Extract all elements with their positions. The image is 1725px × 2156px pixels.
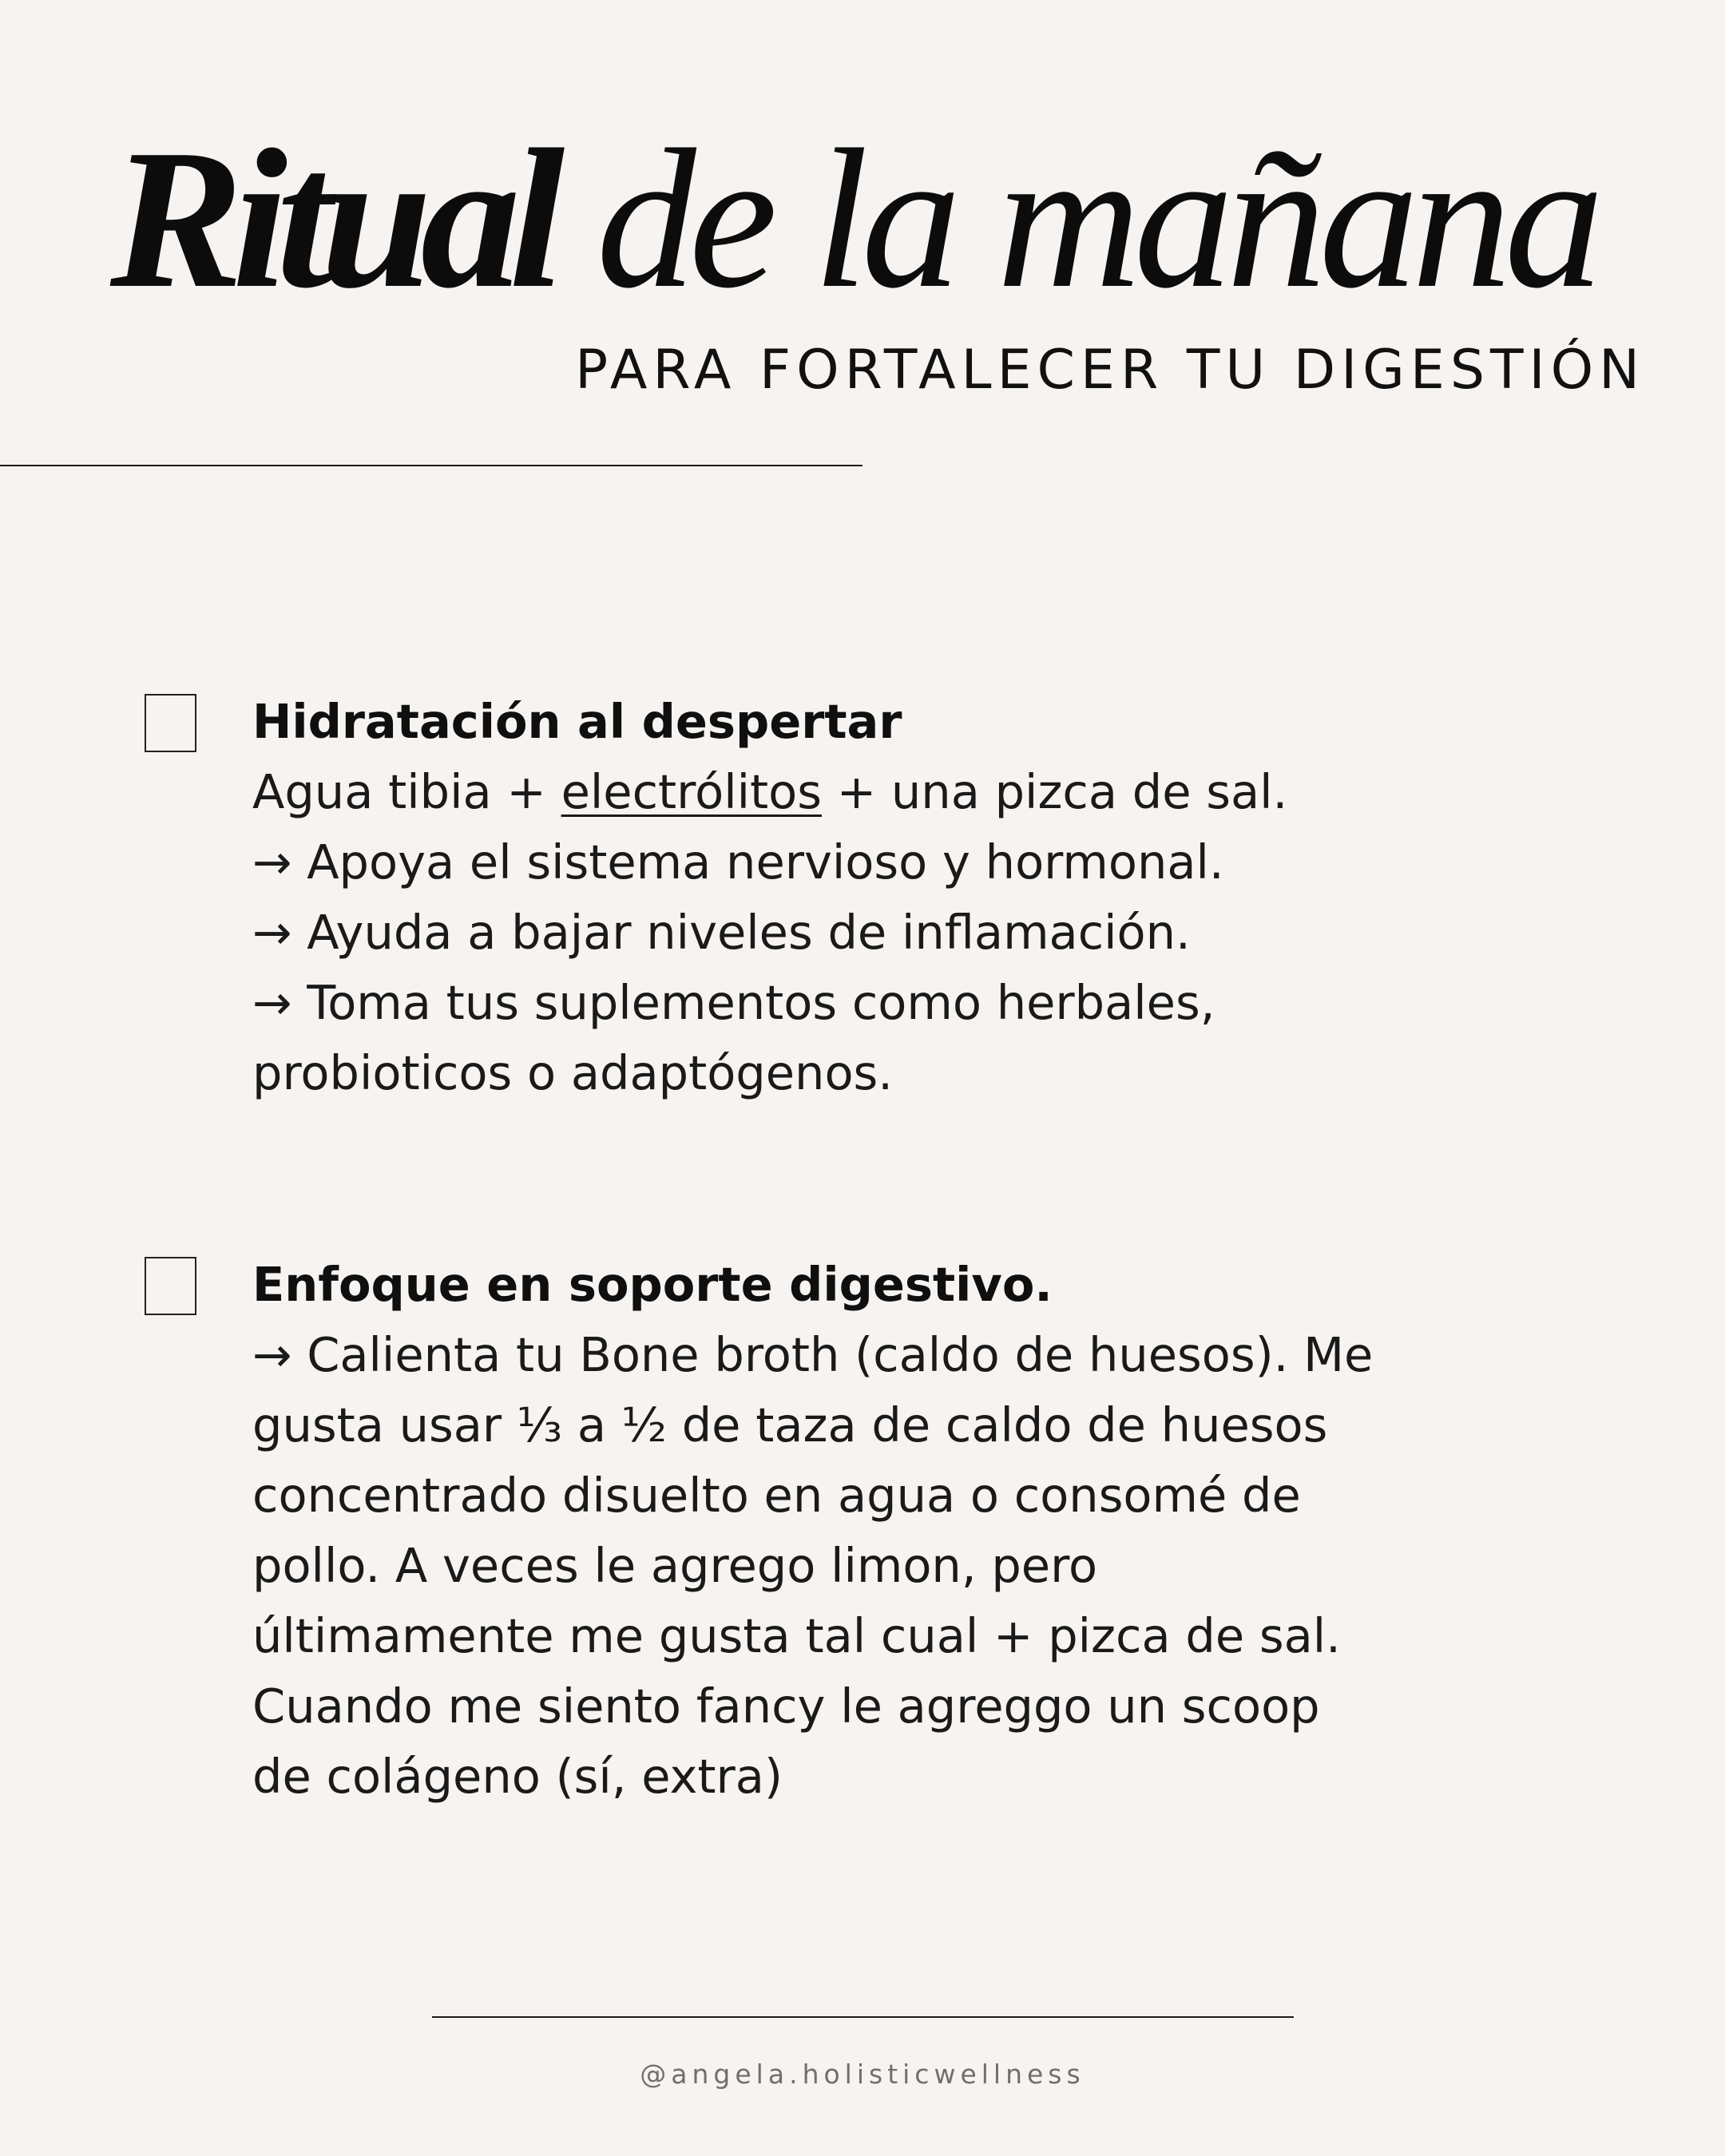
digestive-text-line: de colágeno (sí, extra) bbox=[252, 1749, 783, 1804]
page-title bbox=[110, 109, 1597, 330]
page-subtitle: PARA FORTALECER TU DIGESTIÓN bbox=[575, 339, 1645, 402]
hydration-line-1-start: Agua tibia + bbox=[252, 764, 561, 819]
hydration-bullet: → Apoya el sistema nervioso y hormonal. bbox=[252, 834, 1224, 890]
digestive-text-line: concentrado disuelto en agua o consomé de bbox=[252, 1468, 1301, 1523]
hydration-text-block bbox=[252, 687, 1498, 1108]
digestive-text-line: últimamente me gusta tal cual + pizca de sal. bbox=[252, 1608, 1341, 1663]
digestive-text-line: Cuando me siento fancy le agreggo un scoop bbox=[252, 1678, 1320, 1734]
digestive-checkbox[interactable] bbox=[145, 1257, 196, 1315]
bottom-divider bbox=[432, 2016, 1294, 2018]
hydration-line-1-end: + una pizca de sal. bbox=[821, 764, 1288, 819]
digestive-heading: Enfoque en soporte digestivo. bbox=[252, 1257, 1053, 1312]
digestive-text-line: pollo. A veces le agrego limon, pero bbox=[252, 1538, 1098, 1593]
digestive-text-block bbox=[252, 1250, 1498, 1812]
hydration-bullet: → Ayuda a bajar niveles de inflamación. bbox=[252, 905, 1191, 960]
hydration-line-1 bbox=[252, 757, 1498, 827]
hydration-checkbox[interactable] bbox=[145, 694, 196, 752]
hydration-bullet-continuation: probioticos o adaptógenos. bbox=[252, 1045, 894, 1100]
hydration-bullet: → Toma tus suplementos como herbales, bbox=[252, 975, 1215, 1030]
top-divider bbox=[0, 465, 862, 466]
page-title-bold-word: Ritual bbox=[110, 109, 554, 330]
digestive-text-line: gusta usar ⅓ a ½ de taza de caldo de huesos bbox=[252, 1397, 1328, 1453]
page-title-rest: de la mañana bbox=[596, 109, 1597, 330]
footer-handle: @angela.holisticwellness bbox=[640, 2059, 1085, 2090]
digestive-text-line: → Calienta tu Bone broth (caldo de huesos). Me bbox=[252, 1327, 1374, 1382]
hydration-heading: Hidratación al despertar bbox=[252, 694, 902, 749]
electrolitos-link[interactable]: electrólitos bbox=[561, 764, 822, 819]
